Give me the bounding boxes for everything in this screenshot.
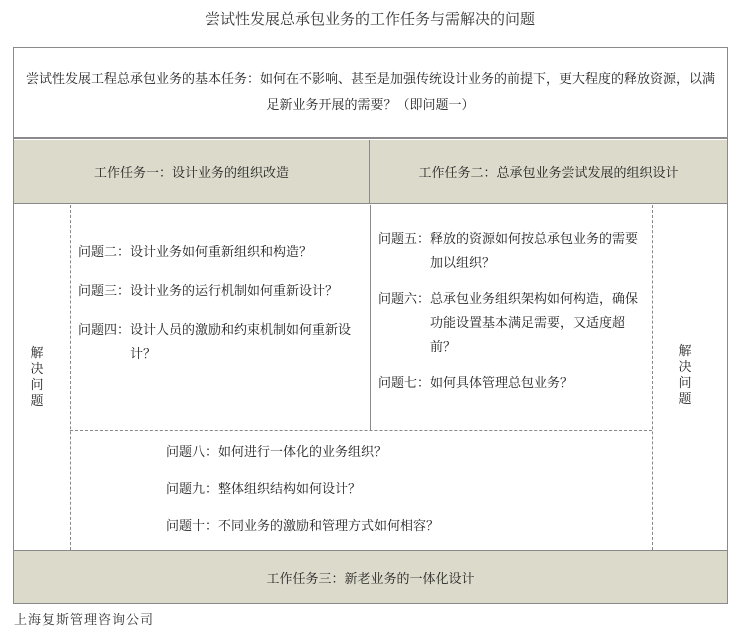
question-six-text: 总承包业务组织架构如何构造，确保功能设置基本满足需要，又适度超前？ <box>430 292 639 355</box>
basic-task-box <box>14 48 727 139</box>
question-three-text: 设计业务的运行机制如何重新设计？ <box>130 284 339 299</box>
question-four-text: 设计人员的激励和约束机制如何重新设计？ <box>130 323 352 362</box>
basic-task-text: 尝试性发展工程总承包业务的基本任务：如何在不影响、甚至是加强传统设计业务的前提下，更大程度的释放资源，以满足新业务开展的需要？（即问题一） <box>25 71 715 113</box>
question-two-key: 问题二： <box>78 245 131 260</box>
question-seven-text: 如何具体管理总包业务？ <box>430 376 574 391</box>
right-question-list <box>378 228 648 396</box>
diagram-title: 尝试性发展总承包业务的工作任务与需解决的问题 <box>204 10 535 28</box>
task-one-header <box>14 140 370 204</box>
question-six <box>378 288 648 360</box>
left-question-list <box>78 241 364 367</box>
question-eight <box>166 441 626 465</box>
left-solve-label: 解决问题 <box>30 346 44 409</box>
question-four-key: 问题四： <box>78 323 131 338</box>
company-credit: 上海复斯管理咨询公司 <box>14 613 155 628</box>
task-one-label: 工作任务一：设计业务的组织改造 <box>93 166 289 181</box>
question-five-text: 释放的资源如何按总承包业务的需要加以组织？ <box>430 232 639 271</box>
bottom-question-list <box>166 441 626 539</box>
question-eight-key: 问题八： <box>166 445 219 460</box>
question-nine-key: 问题九： <box>166 482 219 497</box>
task-two-header <box>370 140 727 204</box>
question-two <box>78 241 364 265</box>
left-side-divider <box>70 205 71 550</box>
question-ten-text: 不同业务的激励和管理方式如何相容？ <box>218 519 440 534</box>
question-seven-key: 问题七： <box>378 376 431 391</box>
question-nine-text: 整体组织结构如何设计？ <box>218 482 362 497</box>
question-eight-text: 如何进行一体化的业务组织？ <box>218 445 388 460</box>
question-two-text: 设计业务如何重新组织和构造？ <box>130 245 313 260</box>
question-five-key: 问题五： <box>378 232 431 247</box>
question-three <box>78 280 364 304</box>
question-six-key: 问题六： <box>378 292 431 307</box>
question-ten-key: 问题十： <box>166 519 219 534</box>
question-nine <box>166 478 626 502</box>
bottom-questions-divider <box>70 430 652 431</box>
question-three-key: 问题三： <box>78 284 131 299</box>
center-divider <box>370 205 371 430</box>
question-ten <box>166 515 626 539</box>
question-four <box>78 319 364 367</box>
question-seven <box>378 372 648 396</box>
task-three-label: 工作任务三：新老业务的一体化设计 <box>266 571 475 587</box>
right-solve-label: 解决问题 <box>678 344 692 407</box>
task-two-label: 工作任务二：总承包业务尝试发展的组织设计 <box>418 166 679 181</box>
right-side-divider <box>652 205 653 550</box>
task-three-footer <box>14 550 727 603</box>
question-five <box>378 228 648 276</box>
